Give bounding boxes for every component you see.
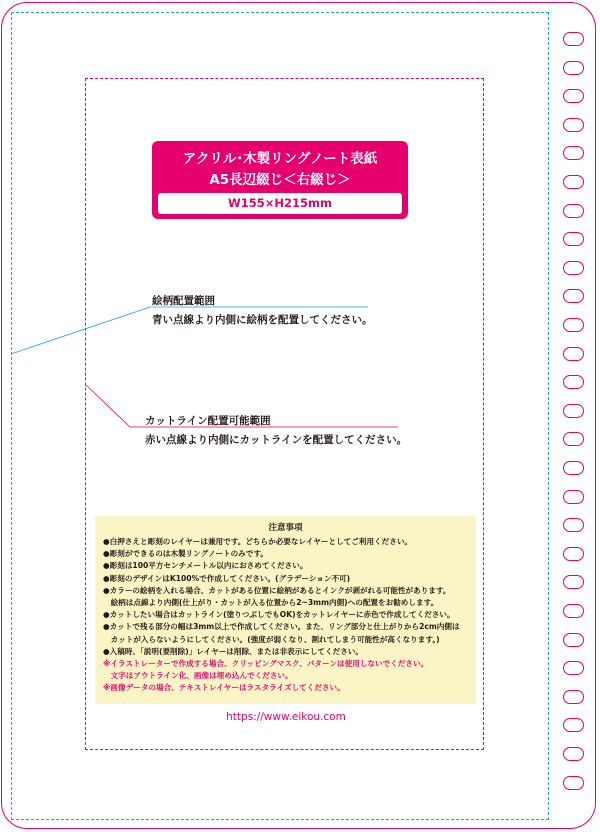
cut-area-body: 赤い点線より内側にカットラインを配置してください。 (145, 434, 408, 446)
title-panel (152, 141, 408, 219)
note-item: ●彫刻のデザインはK100%で作成してください。(グラデーション不可) (103, 573, 351, 583)
title-line-2: A5長辺綴じ＜右綴じ＞ (209, 172, 351, 188)
note-red-item: ※画像データの場合、テキストレイヤーはラスタライズしてください。 (103, 683, 345, 693)
note-item: ●カットしたい場合はカットライン(塗りつぶしでもOK)をカットレイヤーに赤色で作成してください。 (103, 610, 455, 620)
note-item: 絵柄は点線より内側(仕上がり・カットが入る位置から2~3mm内側)への配置をお勧めします。 (103, 598, 439, 607)
note-red-item: 文字はアウトライン化、画像は埋め込んでください。 (103, 671, 293, 681)
note-item: ●カラーの絵柄を入れる場合、カットがある位置に絵柄があるとインクが剥がれる可能性があります。 (103, 585, 451, 595)
notes-title: 注意事項 (268, 523, 303, 533)
note-item: ●白押さえと彫刻のレイヤーは兼用です。どちらか必要なレイヤーとしてご利用ください。 (103, 537, 413, 546)
notes-panel (95, 516, 476, 704)
design-area-body: 青い点線より内側に絵柄を配置してください。 (152, 314, 373, 326)
title-line-1: アクリル･木製リングノート表紙 (182, 151, 378, 167)
size-label: W155×H215mm (158, 193, 402, 214)
note-item: カットが入らないようにしてください。(強度が弱くなり、割れてしまう可能性が高くなります。) (103, 634, 440, 644)
note-item: ●彫刻ができるのは木製リングノートのみです。 (103, 549, 268, 559)
website-url[interactable]: https://www.eikou.com (226, 711, 346, 723)
note-item: ●彫刻は100平方センチメートル以内におさめてください。 (103, 561, 308, 571)
design-area-heading: 絵柄配置範囲 (152, 295, 215, 307)
cut-area-heading: カットライン配置可能範囲 (145, 415, 271, 427)
note-item: ●入稿時、「説明(要削除)」レイヤーは削除、または非表示にしてください。 (103, 646, 363, 656)
note-item: ●カットで残る部分の幅は3mm以上で作成してください。また、リング部分と仕上がりから2cm内側は (103, 622, 460, 632)
note-red-item: ※イラストレーターで作成する場合、クリッピングマスク、パターンは使用しないでください。 (103, 659, 429, 668)
